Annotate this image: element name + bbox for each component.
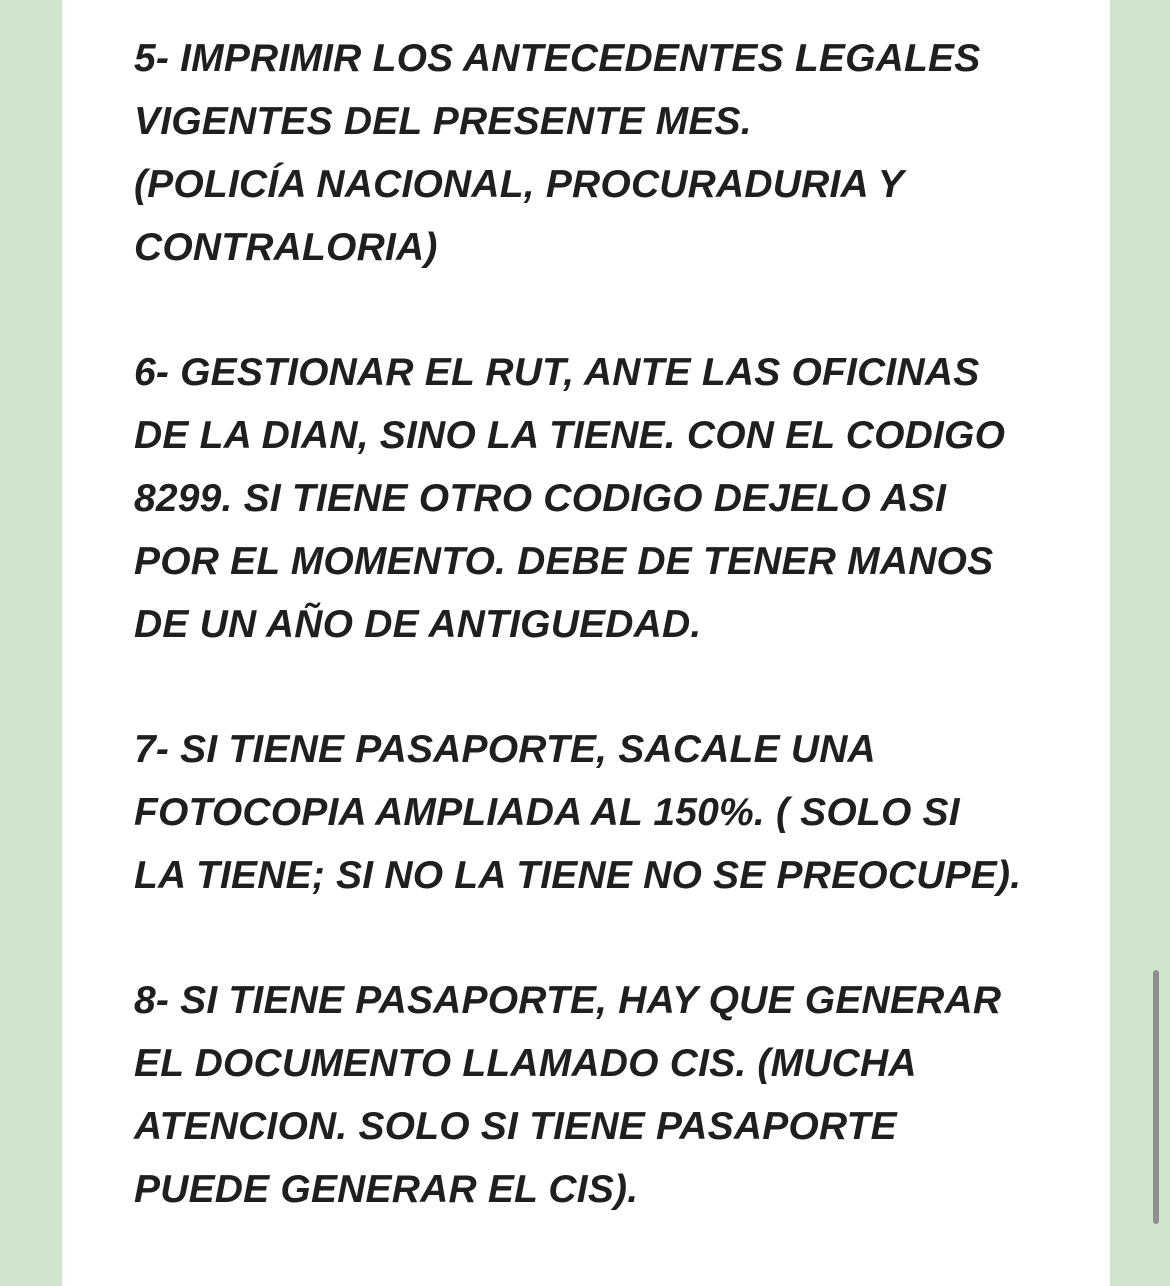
item-7-line-2: FOTOCOPIA AMPLIADA AL 150%. ( SOLO SI	[134, 791, 960, 834]
list-item-7	[134, 718, 1094, 907]
document-page	[62, 0, 1110, 1286]
item-5-line-2: VIGENTES DEL PRESENTE MES.	[134, 100, 752, 143]
item-6-line-3: 8299. SI TIENE OTRO CODIGO DEJELO ASI	[134, 477, 947, 520]
item-7-line-1: 7- SI TIENE PASAPORTE, SACALE UNA	[134, 728, 876, 771]
item-5-line-4: CONTRALORIA)	[134, 226, 438, 269]
vertical-scrollbar[interactable]	[1153, 970, 1159, 1224]
list-item-6	[134, 341, 1094, 656]
list-item-8	[134, 969, 1094, 1221]
item-6-line-5: DE UN AÑO DE ANTIGUEDAD.	[134, 603, 702, 646]
item-8-line-2: EL DOCUMENTO LLAMADO CIS. (MUCHA	[134, 1042, 917, 1085]
item-6-line-1: 6- GESTIONAR EL RUT, ANTE LAS OFICINAS	[134, 351, 980, 394]
item-8-line-1: 8- SI TIENE PASAPORTE, HAY QUE GENERAR	[134, 979, 1002, 1022]
item-8-line-3: ATENCION. SOLO SI TIENE PASAPORTE	[134, 1105, 897, 1148]
item-6-line-2: DE LA DIAN, SINO LA TIENE. CON EL CODIGO	[134, 414, 1006, 457]
list-item-5	[134, 27, 1094, 279]
item-5-line-3: (POLICÍA NACIONAL, PROCURADURIA Y	[134, 163, 904, 206]
item-5-line-1: 5- IMPRIMIR LOS ANTECEDENTES LEGALES	[134, 37, 981, 80]
item-7-line-3: LA TIENE; SI NO LA TIENE NO SE PREOCUPE).	[134, 854, 1022, 897]
item-8-line-4: PUEDE GENERAR EL CIS).	[134, 1168, 639, 1211]
document-content	[134, 27, 1094, 1283]
item-6-line-4: POR EL MOMENTO. DEBE DE TENER MANOS	[134, 540, 994, 583]
